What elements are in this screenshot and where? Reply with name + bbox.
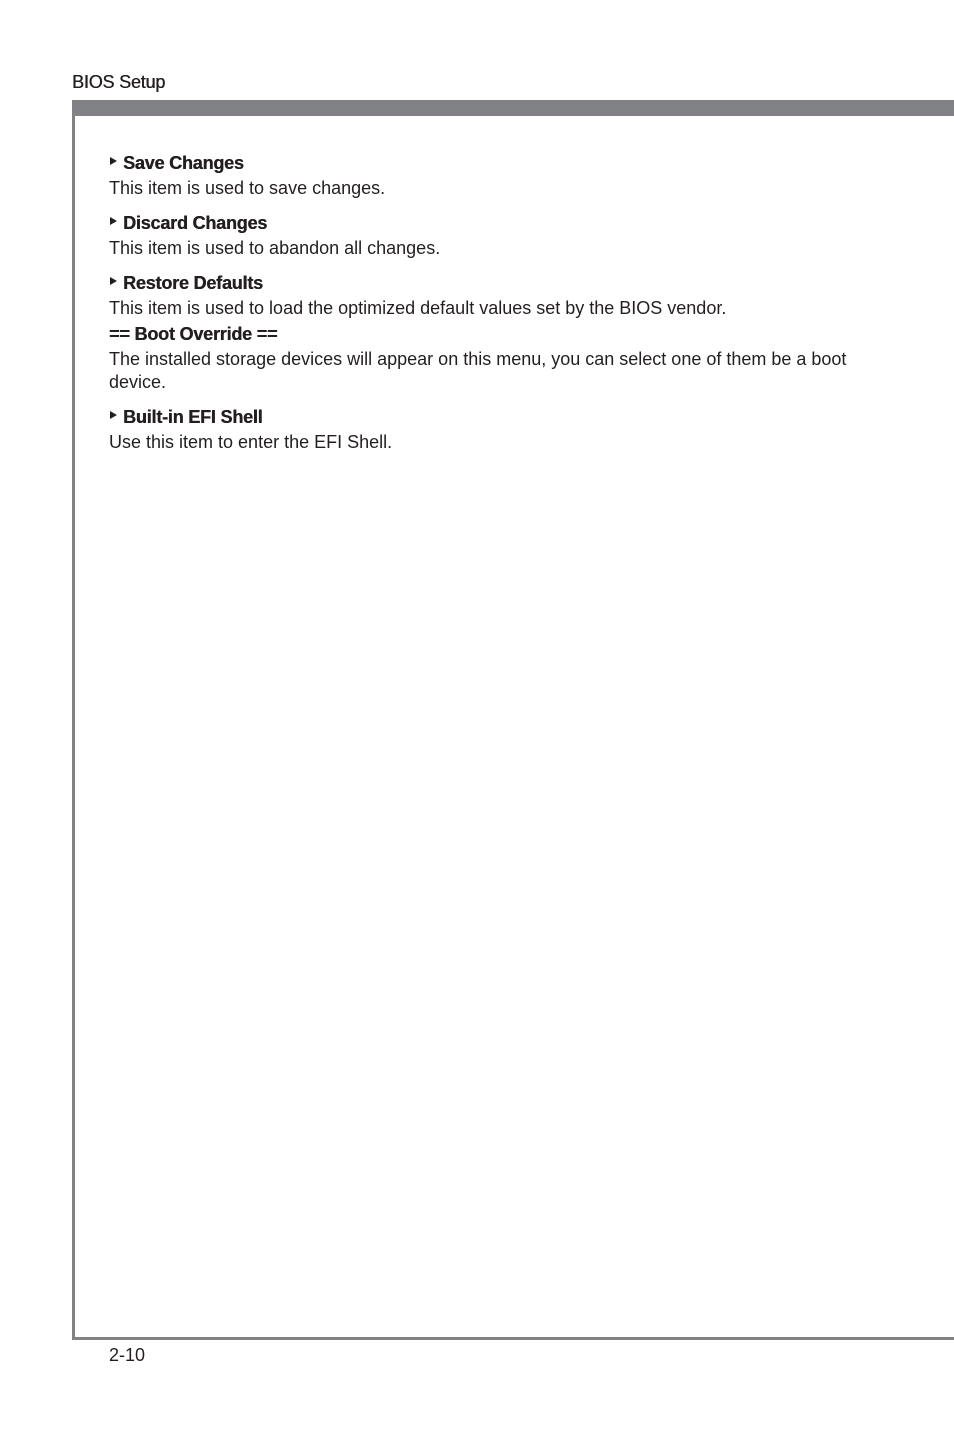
item-description: This item is used to load the optimized default values set by the BIOS vendor. — [109, 298, 727, 318]
item-restore-defaults — [109, 271, 869, 320]
header-bar — [72, 100, 954, 116]
boot-override-description: The installed storage devices will appear on this menu, you can select one of them be a boot device. — [109, 349, 847, 392]
left-margin-rule — [72, 100, 75, 1340]
item-description: This item is used to save changes. — [109, 178, 386, 198]
content-area — [109, 151, 869, 465]
triangle-right-icon — [110, 157, 117, 165]
boot-override-section — [109, 322, 869, 394]
item-save-changes — [109, 151, 869, 200]
item-title: Built-in EFI Shell — [123, 407, 263, 427]
triangle-right-icon — [110, 277, 117, 285]
page-header-title: BIOS Setup — [72, 72, 166, 92]
triangle-right-icon — [110, 411, 117, 419]
item-heading — [109, 211, 869, 235]
item-title: Save Changes — [123, 153, 244, 173]
item-efi-shell — [109, 405, 869, 454]
page-number: 2-10 — [109, 1345, 146, 1365]
item-description: Use this item to enter the EFI Shell. — [109, 432, 393, 452]
item-title: Discard Changes — [123, 213, 268, 233]
item-heading — [109, 405, 869, 429]
boot-override-heading: == Boot Override == — [109, 324, 278, 344]
item-title: Restore Defaults — [123, 273, 263, 293]
triangle-right-icon — [110, 217, 117, 225]
footer-rule — [72, 1337, 954, 1340]
item-discard-changes — [109, 211, 869, 260]
item-heading — [109, 271, 869, 295]
item-heading — [109, 151, 869, 175]
item-description: This item is used to abandon all changes. — [109, 238, 441, 258]
